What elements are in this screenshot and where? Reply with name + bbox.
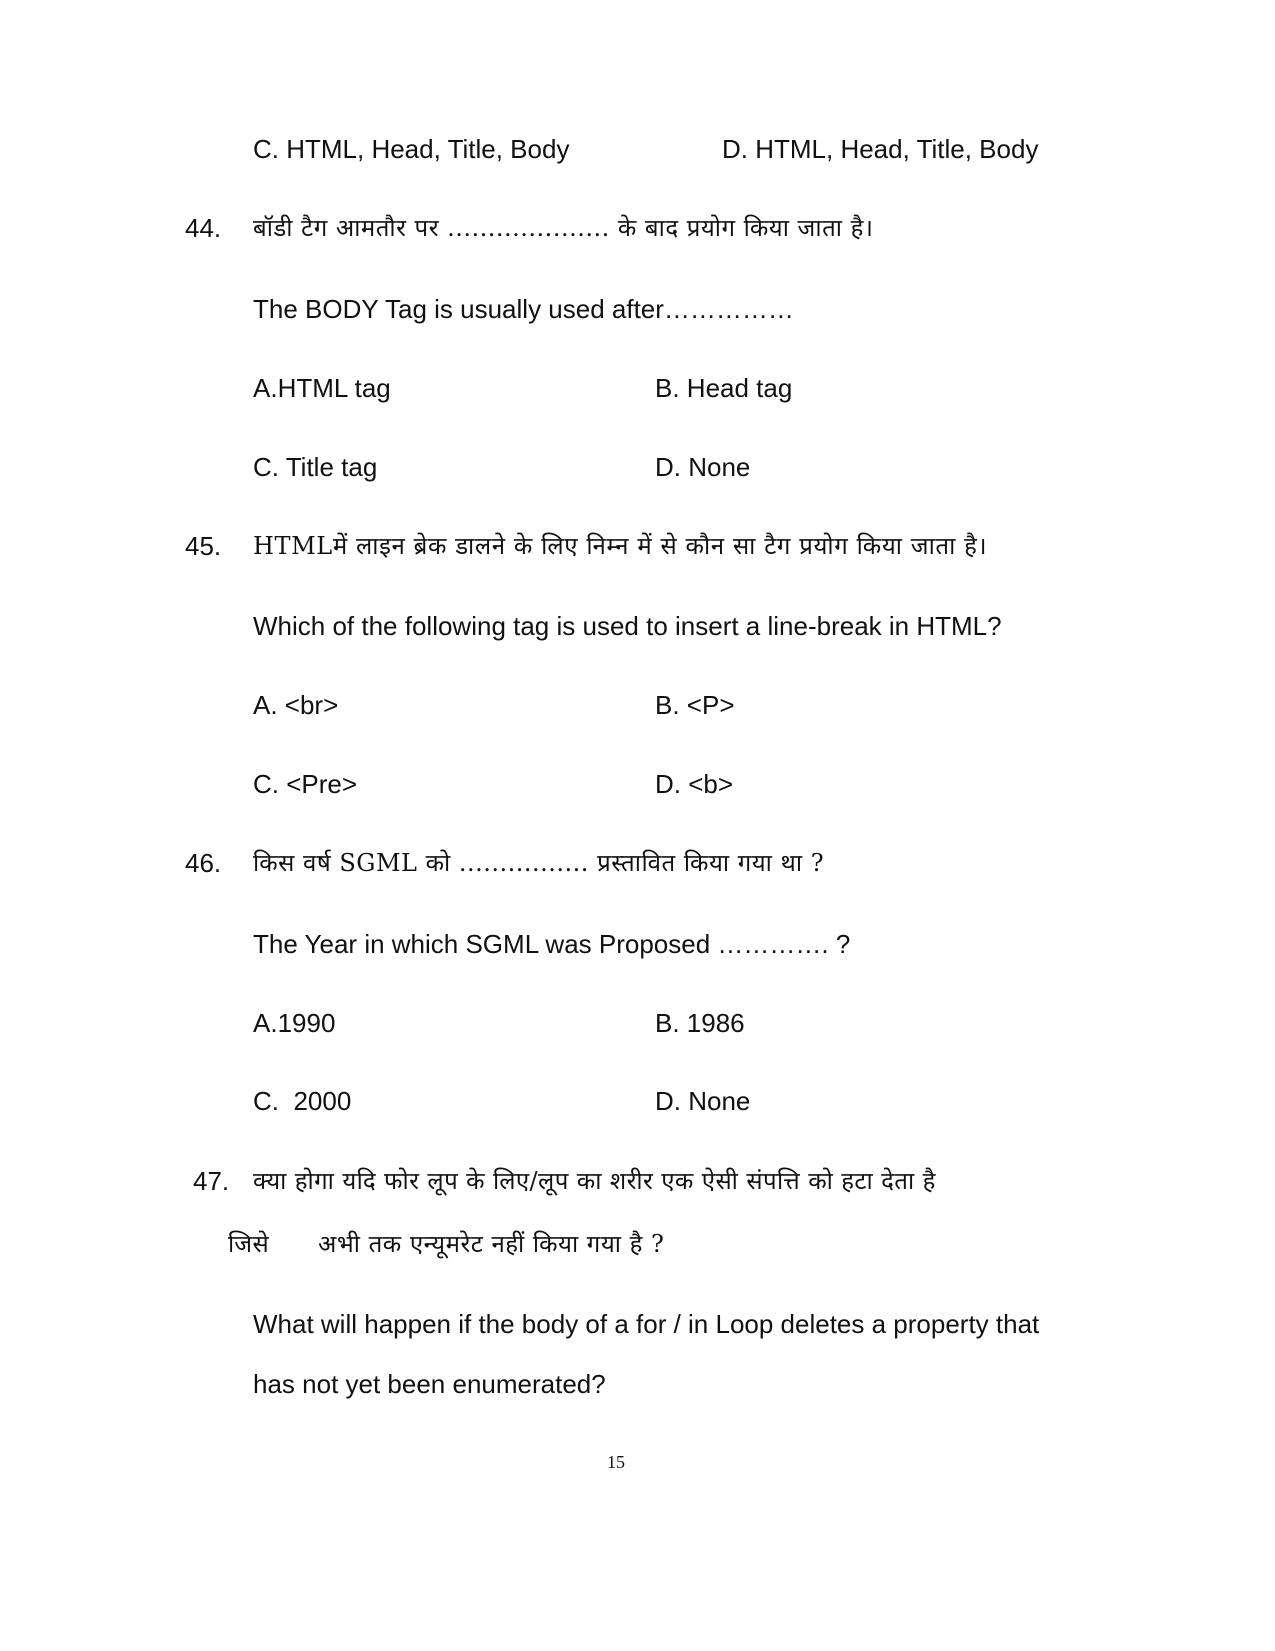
page-number: 15 — [607, 1452, 625, 1472]
question-number: 44. — [185, 213, 222, 243]
option-a: A.1990 — [253, 1008, 336, 1038]
option-b: B. <P> — [655, 690, 735, 720]
option-c: C. 2000 — [253, 1086, 352, 1116]
question-text-hindi: HTMLमें लाइन ब्रेक डालने के लिए निम्न में से कौन सा टैग प्रयोग किया जाता है। — [253, 532, 988, 560]
option-b: B. Head tag — [655, 373, 793, 403]
question-text-english: The Year in which SGML was Proposed …………. ? — [253, 929, 851, 959]
question-text-hindi: किस वर्ष SGML को ................ प्रस्तावित किया गया था ? — [253, 849, 825, 877]
question-text-hindi-line2: जिसे अभी तक एन्यूमरेट नहीं किया गया है ? — [228, 1230, 665, 1258]
option-d: D. <b> — [655, 769, 734, 799]
option-c: C. <Pre> — [253, 769, 358, 799]
prev-option-c: C. HTML, Head, Title, Body — [253, 134, 570, 164]
question-text-english: The BODY Tag is usually used after…………… — [253, 294, 794, 324]
question-text-hindi: बॉडी टैग आमतौर पर .................... के बाद प्रयोग किया जाता है। — [253, 214, 874, 242]
option-a: A. <br> — [253, 690, 339, 720]
question-text-english-line1: What will happen if the body of a for / in Loop deletes a property that — [253, 1309, 1040, 1339]
option-b: B. 1986 — [655, 1008, 745, 1038]
option-a: A.HTML tag — [253, 373, 391, 403]
prev-option-d: D. HTML, Head, Title, Body — [722, 134, 1039, 164]
option-d: D. None — [655, 452, 751, 482]
option-d: D. None — [655, 1086, 751, 1116]
question-text-english: Which of the following tag is used to insert a line-break in HTML? — [253, 611, 1002, 641]
question-number: 46. — [185, 848, 222, 878]
question-number: 47. — [193, 1166, 230, 1196]
question-number: 45. — [185, 531, 222, 561]
option-c: C. Title tag — [253, 452, 378, 482]
question-text-hindi-line1: क्या होगा यदि फोर लूप के लिए/लूप का शरीर एक ऐसी संपत्ति को हटा देता है — [253, 1167, 936, 1195]
question-text-english-line2: has not yet been enumerated? — [253, 1369, 606, 1399]
